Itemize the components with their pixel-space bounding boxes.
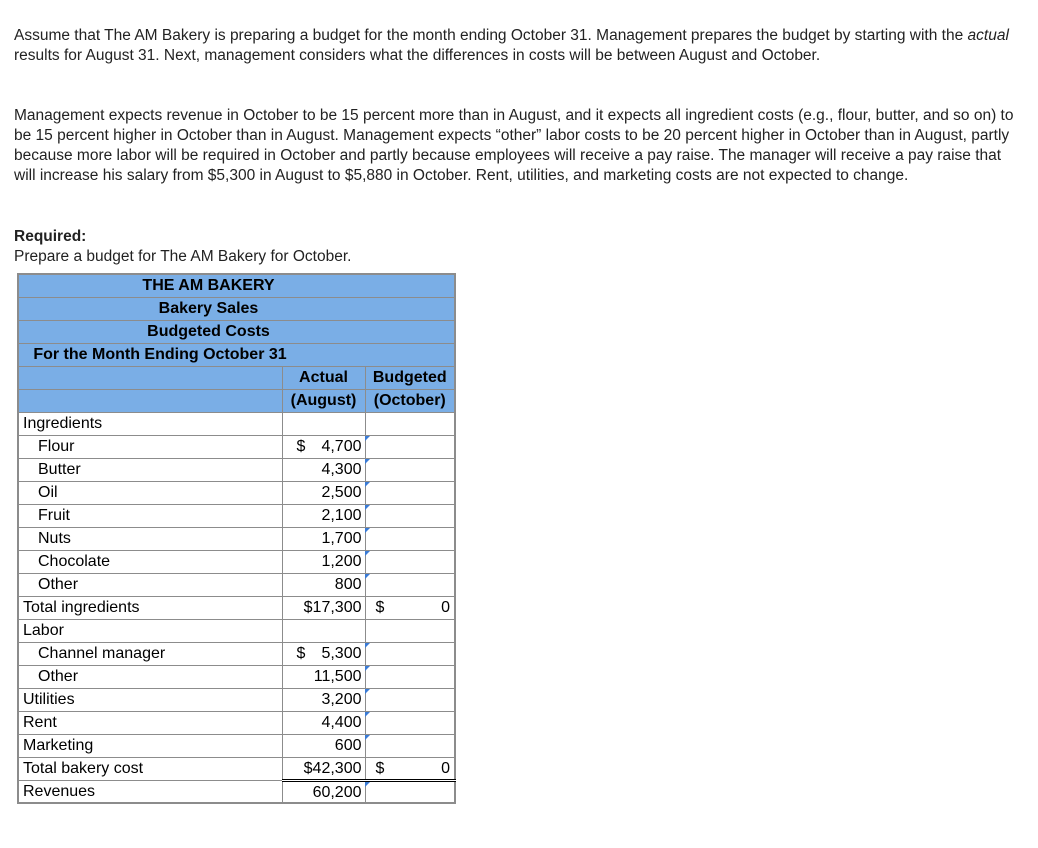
actual-flour: 4,700	[321, 437, 362, 455]
actual-marketing: 600	[334, 736, 362, 754]
actual-channel-manager: 5,300	[321, 644, 362, 662]
header-october: (October)	[365, 389, 455, 412]
row-label-other-ingredients: Other	[18, 573, 282, 596]
dollar-sign: $	[296, 437, 306, 455]
header-blank	[18, 366, 282, 389]
row-label-channel-manager: Channel manager	[18, 642, 282, 665]
budget-input-nuts[interactable]	[365, 527, 455, 550]
cell-marker-icon	[365, 712, 370, 717]
table-row	[18, 688, 455, 711]
table-row	[18, 412, 455, 435]
row-label-other-labor: Other	[18, 665, 282, 688]
table-row	[18, 527, 455, 550]
cell-marker-icon	[365, 735, 370, 740]
row-label-fruit: Fruit	[18, 504, 282, 527]
cell-marker-icon	[365, 551, 370, 556]
table-row	[18, 757, 455, 780]
table-row	[18, 665, 455, 688]
actual-rent: 4,400	[321, 713, 362, 731]
header-blank-2	[18, 389, 282, 412]
row-label-marketing: Marketing	[18, 734, 282, 757]
actual-revenues: 60,200	[312, 783, 362, 801]
actual-fruit: 2,100	[321, 506, 362, 524]
actual-other-labor: 11,500	[313, 667, 362, 685]
row-label-revenues: Revenues	[18, 780, 282, 803]
required-text: Prepare a budget for The AM Bakery for October.	[14, 248, 352, 265]
cell-marker-icon	[365, 482, 370, 487]
cell-marker-icon	[365, 436, 370, 441]
row-label-total-ingredients: Total ingredients	[18, 596, 282, 619]
table-row	[18, 458, 455, 481]
budget-input-channel-manager[interactable]	[365, 642, 455, 665]
table-row	[18, 573, 455, 596]
actual-utilities: 3,200	[321, 690, 362, 708]
actual-total-bakery-cost: $42,300	[303, 759, 362, 777]
budget-total-ingredients: 0	[441, 598, 450, 616]
budget-input-other-ingredients[interactable]	[365, 573, 455, 596]
table-row	[18, 481, 455, 504]
cell-marker-icon	[365, 505, 370, 510]
actual-nuts: 1,700	[321, 529, 362, 547]
budget-input-other-labor[interactable]	[365, 665, 455, 688]
row-label-butter: Butter	[18, 458, 282, 481]
budget-input-chocolate[interactable]	[365, 550, 455, 573]
row-label-utilities: Utilities	[18, 688, 282, 711]
row-label-chocolate: Chocolate	[18, 550, 282, 573]
title-company: THE AM BAKERY	[18, 274, 455, 297]
header-budgeted: Budgeted	[365, 366, 455, 389]
cell-marker-icon	[365, 689, 370, 694]
budget-input-flour[interactable]	[365, 435, 455, 458]
header-august: (August)	[282, 389, 365, 412]
actual-butter: 4,300	[321, 460, 362, 478]
table-row	[18, 780, 455, 803]
table-row	[18, 596, 455, 619]
actual-oil: 2,500	[321, 483, 362, 501]
budget-table	[17, 273, 456, 804]
row-label-oil: Oil	[18, 481, 282, 504]
row-label-rent: Rent	[18, 711, 282, 734]
actual-other-ingredients: 800	[334, 575, 362, 593]
actual-total-ingredients: $17,300	[303, 598, 362, 616]
row-label-flour: Flour	[18, 435, 282, 458]
intro-paragraph-1: Assume that The AM Bakery is preparing a budget for the month ending October 31. Management prepares the budget by starting with the actual results for August 31. Next, management considers what the differences in costs will be between August and October.	[14, 27, 1009, 64]
cell-marker-icon	[365, 643, 370, 648]
intro-paragraph-2: Management expects revenue in October to be 15 percent more than in August, and it expects all ingredient costs (e.g., flour, butter, and so on) to be 15 percent higher in October than in August. Management expects “other” labor costs to be 20 percent higher in October than in August, partly because more labor will be required in October and partly because employees will receive a pay raise. The manager will receive a pay raise that will increase his salary from $5,300 in August to $5,880 in October. Rent, utilities, and marketing costs are not expected to change.	[14, 107, 1014, 184]
table-row	[18, 504, 455, 527]
dollar-sign: $	[375, 759, 385, 777]
dollar-sign: $	[375, 598, 385, 616]
actual-chocolate: 1,200	[321, 552, 362, 570]
table-row	[18, 619, 455, 642]
table-row	[18, 435, 455, 458]
header-actual: Actual	[282, 366, 365, 389]
section-labor: Labor	[18, 619, 282, 642]
budget-input-revenues[interactable]	[365, 780, 455, 803]
title-sales: Bakery Sales	[18, 297, 455, 320]
row-label-nuts: Nuts	[18, 527, 282, 550]
required-label: Required:	[14, 228, 87, 245]
cell-marker-icon	[365, 782, 370, 787]
dollar-sign: $	[296, 644, 306, 662]
budget-input-oil[interactable]	[365, 481, 455, 504]
title-costs: Budgeted Costs	[18, 320, 455, 343]
budget-input-rent[interactable]	[365, 711, 455, 734]
cell-marker-icon	[365, 528, 370, 533]
table-row	[18, 711, 455, 734]
row-label-total-bakery-cost: Total bakery cost	[18, 757, 282, 780]
budget-total-bakery-cost: 0	[441, 759, 450, 777]
table-row	[18, 550, 455, 573]
budget-input-butter[interactable]	[365, 458, 455, 481]
budget-input-fruit[interactable]	[365, 504, 455, 527]
cell-marker-icon	[365, 666, 370, 671]
title-period: For the Month Ending October 31	[18, 343, 455, 366]
emphasis-actual: actual	[967, 27, 1009, 44]
section-ingredients: Ingredients	[18, 412, 282, 435]
cell-marker-icon	[365, 459, 370, 464]
budget-input-utilities[interactable]	[365, 688, 455, 711]
budget-input-marketing[interactable]	[365, 734, 455, 757]
cell-marker-icon	[365, 574, 370, 579]
table-row	[18, 734, 455, 757]
table-row	[18, 642, 455, 665]
